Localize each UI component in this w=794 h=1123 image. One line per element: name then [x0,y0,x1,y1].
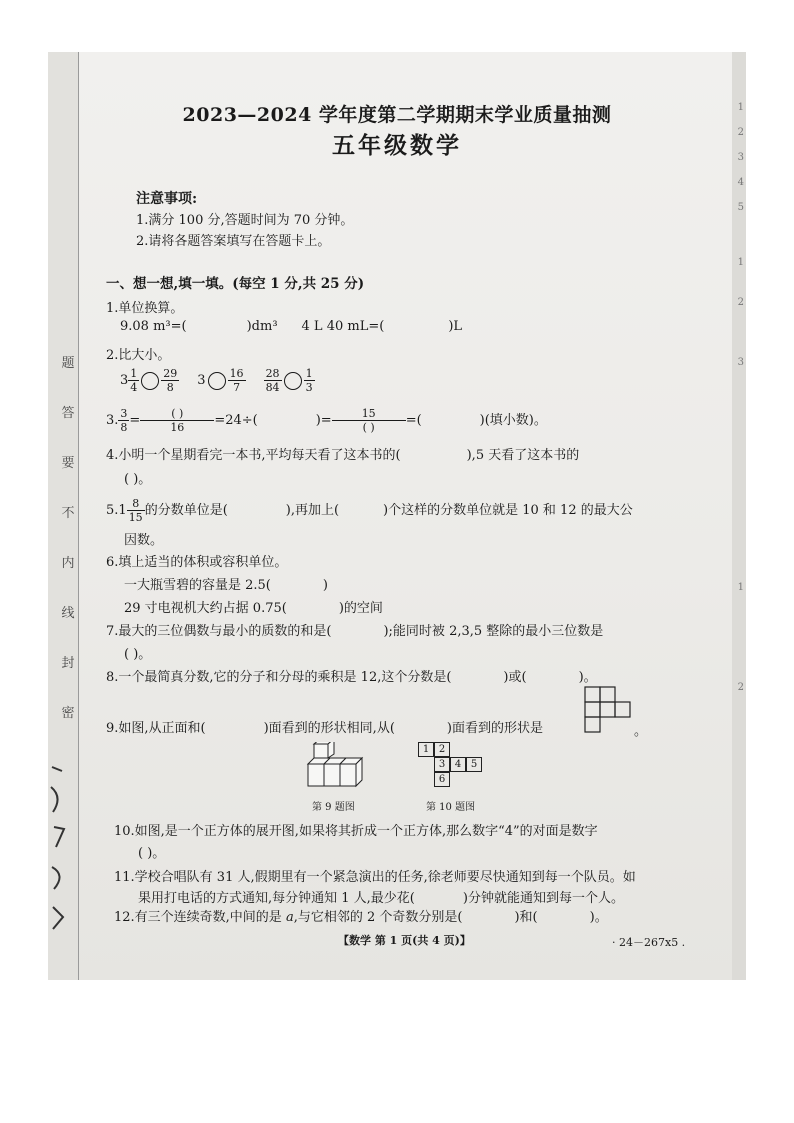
q4-line2: ( )。 [124,472,152,487]
fraction: $\frac{1}{4}$ [130,367,138,394]
seal-char: 封 [61,656,75,671]
q8: 8.一个最简真分数,它的分子和分母的乘积是 12,这个分数是( )或( )。 [106,670,597,685]
q1-content [120,319,462,334]
compare-circle[interactable] [208,372,226,390]
fraction: $\frac{3}{8}$ [120,407,128,434]
exam-code: · 24－267x5 . [612,936,686,949]
q1-part-a-suffix: )dm³ [246,319,278,334]
fraction-blank[interactable]: $\frac{15}{( )}$ [332,408,406,433]
fig10-caption: 第 10 题图 [426,802,476,813]
q6-b: 29 寸电视机大约占据 0.75( )的空间 [124,601,383,616]
compare-circle[interactable] [141,372,159,390]
seal-char: 不 [61,506,75,521]
net-cell: 6 [434,772,450,787]
q5-line2: 因数。 [124,533,164,548]
mixed-whole: 3 [120,373,129,388]
q1-part-a-prefix: 9.08 m³=( [120,319,187,334]
page-footer: 【数学 第 1 页(共 4 页)】 [338,934,471,947]
q9: 9.如图,从正面和( )面看到的形状相同,从( )面看到的形状是 [106,721,543,736]
seal-char: 内 [61,556,75,571]
seal-char: 要 [61,456,75,471]
notice-item: 2.请将各题答案填写在答题卡上。 [136,234,331,249]
q9-end: 。 [634,724,648,739]
seal-char: 题 [61,356,75,371]
seal-line-text [58,352,78,721]
fraction: $\frac{16}{7}$ [229,367,244,394]
q11-line1: 11.学校合唱队有 31 人,假期里有一个紧急演出的任务,徐老师要尽快通知到每一个队员。如 [114,870,636,885]
binding-rule [78,52,79,980]
q1-label: 1.单位换算。 [106,301,184,316]
q7-line2: ( )。 [124,647,152,662]
seal-char: 密 [61,706,75,721]
q6-a: 一大瓶雪碧的容量是 2.5( ) [124,578,328,593]
fraction: $\frac{8}{15}$ [128,497,143,524]
exam-subject: 五年级数学 [332,132,462,159]
q3: 3. $\frac{3}{8}$ = $\frac{( )}{16}$ =24÷( )= $\frac{15}{( )}$ =( )(填小数)。 [106,407,547,434]
section-heading: 一、想一想,填一填。(每空 1 分,共 25 分) [106,276,365,292]
net-cell: 1 [418,742,434,757]
q5-line1: 5.1 $\frac{8}{15}$ 的分数单位是( ),再加上( )个这样的分数单位就是 10 和 12 的最大公 [106,497,633,524]
q9-view-shape [584,686,634,736]
exam-title: 2023—2024 学年度第二学期期末学业质量抽测 [182,104,612,126]
q10-line2: ( )。 [138,846,166,861]
net-cell: 3 [434,757,450,772]
q11-line2: 果用打电话的方式通知,每分钟通知 1 人,最少花( )分钟就能通知到每一个人。 [138,891,624,906]
exam-page-photo [48,52,746,980]
seal-char: 线 [61,606,75,621]
q9-cube-figure [298,742,364,790]
fraction-blank[interactable]: $\frac{( )}{16}$ [140,408,214,433]
q4-line1: 4.小明一个星期看完一本书,平均每天看了这本书的( ),5 天看了这本书的 [106,448,580,463]
fraction: $\frac{29}{8}$ [163,367,178,394]
compare-circle[interactable] [284,372,302,390]
q1-part-b-prefix: 4 L 40 mL=( [301,319,385,334]
net-cell: 2 [434,742,450,757]
net-cell: 4 [450,757,466,772]
notice-item: 1.满分 100 分,答题时间为 70 分钟。 [136,213,354,228]
q2-content [120,368,315,393]
next-page-bleed: 1 2 3 4 5 1 2 3 1 2 [732,52,746,980]
fraction: $\frac{28}{84}$ [265,367,280,394]
q2-label: 2.比大小。 [106,348,171,363]
seal-char: 答 [61,406,75,421]
q10-line1: 10.如图,是一个正方体的展开图,如果将其折成一个正方体,那么数字“4”的对面是数字 [114,824,598,839]
fig9-caption: 第 9 题图 [312,802,355,813]
whole-number: 3 [197,373,206,388]
q12: 12.有三个连续奇数,中间的是 a,与它相邻的 2 个奇数分别是( )和( )。 [114,910,608,925]
notice-heading: 注意事项: [136,191,198,207]
fraction: $\frac{1}{3}$ [305,367,313,394]
net-cell: 5 [466,757,482,772]
q6-label: 6.填上适当的体积或容积单位。 [106,555,288,570]
q1-part-b-suffix: )L [448,319,463,334]
q7-line1: 7.最大的三位偶数与最小的质数的和是( );能同时被 2,3,5 整除的最小三位数是 [106,624,604,639]
handwriting-mark [48,757,70,937]
